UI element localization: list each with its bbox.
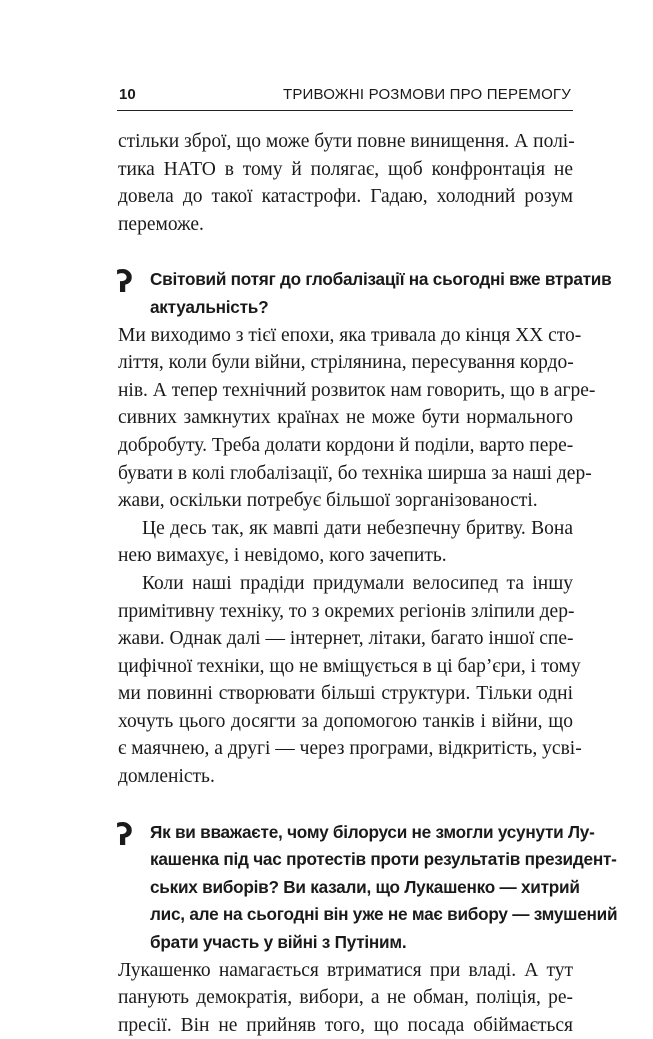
text-line: переможе. bbox=[118, 213, 204, 235]
answer-2-paragraph-1 bbox=[118, 957, 573, 1039]
running-head: ТРИВОЖНІ РОЗМОВИ ПРО ПЕРЕМОГУ bbox=[282, 86, 571, 103]
text-line: є маячнею, а другі — через програми, відкритість, усві- bbox=[118, 738, 582, 760]
text-line: довела до такої катастрофи. Гадаю, холодний розум bbox=[118, 186, 573, 208]
text-line: добробуту. Треба долати кордони й поділи, варто пере- bbox=[118, 434, 574, 456]
question-line: Як ви вважаєте, чому білоруси не змогли усунути Лу- bbox=[150, 821, 595, 842]
text-line: панують демократія, вибори, а не обман, поліція, ре- bbox=[118, 987, 573, 1009]
question-mark-icon: ʔ bbox=[116, 265, 134, 301]
text-line: цифічної техніки, що не вміщується в ці бар’єри, і тому bbox=[118, 655, 581, 677]
text-line: Ми виходимо з тієї епохи, яка тривала до кінця XX сто- bbox=[118, 324, 582, 346]
question-line: Світовий потяг до глобалізації на сьогодні вже втратив bbox=[150, 269, 612, 290]
text-line: ми повинні створювати більші структури. Тільки одні bbox=[118, 683, 573, 705]
text-line: нею вимахує, і невідомо, кого зачепить. bbox=[118, 545, 447, 567]
text-line: ліття, коли були війни, стрілянина, пересування кордо- bbox=[118, 352, 574, 374]
text-line: сивних замкнутих країнах не може бути нормального bbox=[118, 407, 573, 429]
text-line: домленість. bbox=[118, 766, 215, 788]
answer-1-paragraph-3 bbox=[118, 570, 582, 791]
header-rule bbox=[117, 110, 573, 111]
question-mark-icon: ʔ bbox=[116, 817, 134, 853]
text-line: примітивну техніку, то з окремих регіонів зліпили дер- bbox=[118, 600, 575, 622]
text-line: жави. Однак далі — інтернет, літаки, багато іншої спе- bbox=[118, 628, 574, 650]
text-line: Лукашенко намагається втриматися при владі. А тут bbox=[118, 959, 573, 981]
text-line: Коли наші прадіди придумали велосипед та іншу bbox=[142, 572, 573, 594]
page-body bbox=[116, 128, 618, 1039]
text-line: стільки зброї, що може бути повне винищення. А полі- bbox=[118, 131, 575, 152]
question-2 bbox=[116, 817, 618, 957]
question-line: ських виборів? Ви казали, що Лукашенко — хитрий bbox=[150, 876, 580, 897]
question-line: брати участь у війні з Путіним. bbox=[150, 932, 407, 953]
page-number: 10 bbox=[119, 86, 136, 103]
answer-1-paragraph-1 bbox=[118, 322, 596, 515]
text-line: бувати в колі глобалізації, бо техніка ширша за наші дер- bbox=[118, 462, 592, 484]
text-line: жави, оскільки потребує більшої зорганізованості. bbox=[118, 490, 538, 512]
question-line: актуальність? bbox=[150, 296, 269, 317]
question-line: кашенка під час протестів проти результатів президент- bbox=[150, 849, 617, 870]
text-line: нів. А тепер технічний розвиток нам говорить, що в агре- bbox=[118, 379, 596, 401]
text-line: хочуть цього досягти за допомогою танків і війни, що bbox=[118, 710, 573, 732]
answer-1-paragraph-2 bbox=[118, 515, 573, 570]
text-line: Це десь так, як мавпі дати небезпечну бритву. Вона bbox=[142, 517, 573, 539]
intro-paragraph bbox=[118, 128, 573, 238]
text-line: тика НАТО в тому й полягає, щоб конфронтація не bbox=[118, 158, 573, 180]
text-line: пресії. Він не прийняв того, що посада обіймається bbox=[118, 1014, 573, 1036]
question-line: лис, але на сьогодні він уже не має вибору — змушений bbox=[150, 904, 618, 925]
question-1 bbox=[116, 265, 612, 321]
